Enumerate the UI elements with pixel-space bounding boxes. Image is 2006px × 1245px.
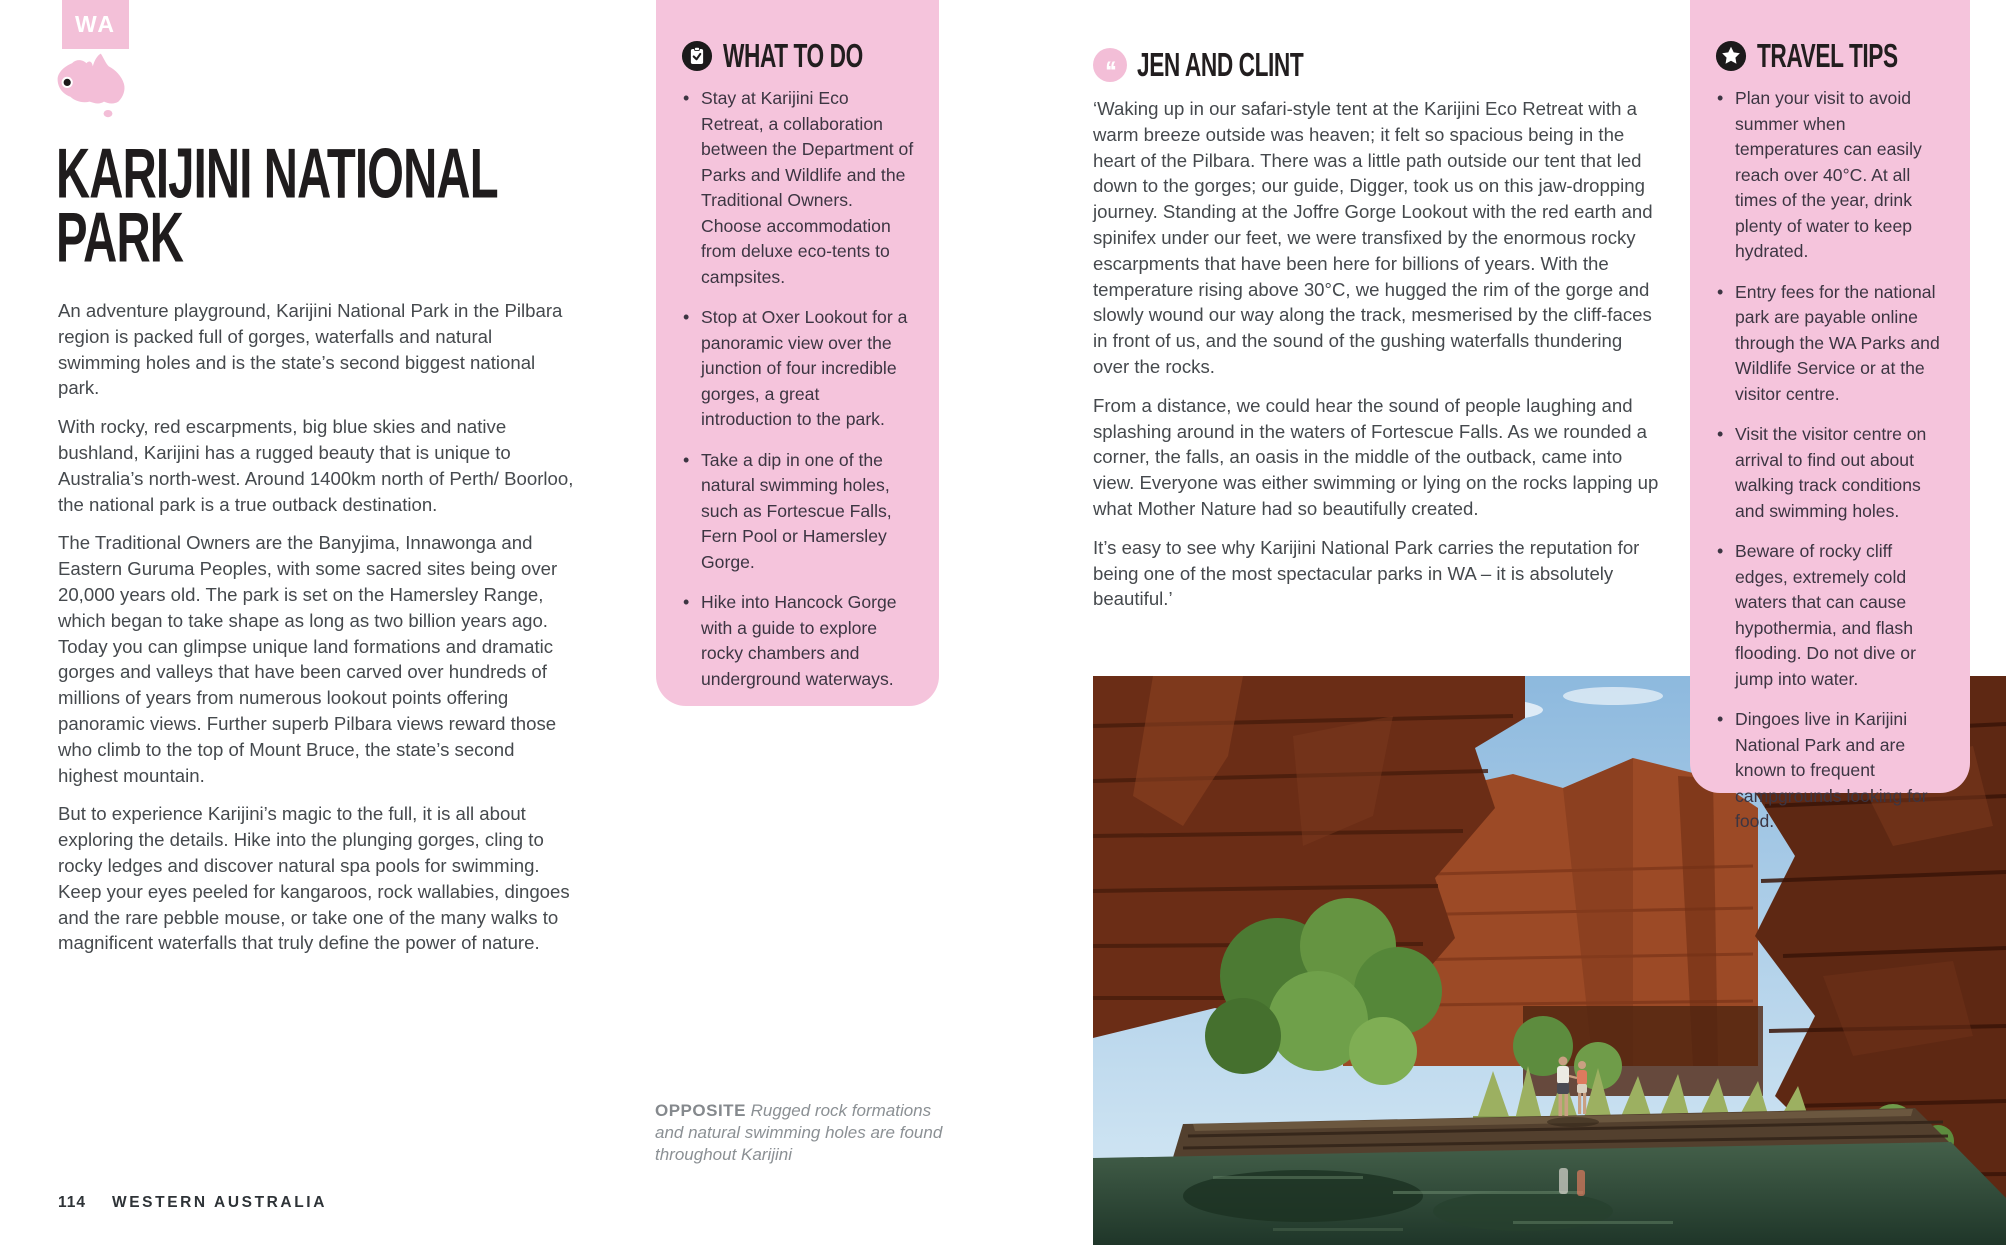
section-label: WESTERN AUSTRALIA xyxy=(112,1194,327,1211)
caption-text: Rugged rock formations and natural swimming holes are found throughout Karijini xyxy=(655,1101,943,1164)
travel-tips-heading: TRAVEL TIPS xyxy=(1757,37,1898,74)
jen-and-clint-header xyxy=(1093,46,1663,86)
quote-icon: ‘‘ xyxy=(1093,48,1127,82)
list-item: • Plan your visit to avoid summer when temperatures can easily reach over 40°C. At all times of the year, drink plenty of water to keep hydrated. xyxy=(1715,86,1945,265)
intro-paragraph: The Traditional Owners are the Banyjima, Innawonga and Eastern Guruma Peoples, with some sacred sites being over 20,000 years old. The park is set on the Hamersley Range, which began to take shape as long as two billion years ago. Today you can glimpse unique land formations and dramatic gorges and valleys that have been carved over hundreds of millions of years from numerous lookout points offering panoramic views. Further superb Pilbara views reward those who climb to the top of Mount Bruce, the state’s second highest mountain. xyxy=(58,532,558,786)
intro-paragraph: But to experience Karijini’s magic to the full, it is all about exploring the details. Hike into the plunging gorges, cling to rocky ledges and discover natural spa pools for swimming. Keep your eyes peeled for kangaroos, rock wallabies, dingoes and the rare pebble mouse, or take one of the many walks to magnificent waterfalls that truly define the power of nature. xyxy=(58,803,570,954)
list-item: • Beware of rocky cliff edges, extremely cold waters that can cause hypothermia, and flash flooding. Do not dive or jump into water. xyxy=(1715,539,1945,692)
star-icon xyxy=(1715,40,1747,72)
what-to-do-panel xyxy=(656,0,939,706)
intro-paragraph: An adventure playground, Karijini National Park in the Pilbara region is packed full of gorges, waterfalls and natural swimming holes and is the state’s second biggest national park. xyxy=(58,300,563,399)
travel-tips-list xyxy=(1715,86,1945,835)
page-title-line1: KARIJINI NATIONAL xyxy=(56,133,498,213)
what-to-do-list xyxy=(681,86,914,692)
list-item: • Stay at Karijini Eco Retreat, a collaboration between the Department of Parks and Wildlife and the Traditional Owners. Choose accommodation from deluxe eco-tents to campsites. xyxy=(681,86,914,290)
list-item: • Entry fees for the national park are payable online through the WA Parks and Wildlife Service or at the visitor centre. xyxy=(1715,280,1945,408)
region-badge: WA xyxy=(62,0,129,49)
what-to-do-heading: WHAT TO DO xyxy=(723,37,863,74)
jen-and-clint-heading: JEN AND CLINT xyxy=(1137,46,1304,83)
quote-paragraph: From a distance, we could hear the sound of people laughing and splashing around in the waters of Fortescue Falls. As we rounded a corner, the falls, an oasis in the middle of the outback, came into view. Everyone was either swimming or lying on the rocks lapping up what Mother Nature had so beautifully created. xyxy=(1093,394,1659,519)
travel-tips-panel xyxy=(1690,0,1970,831)
intro-text xyxy=(58,298,574,969)
australia-map-icon xyxy=(48,52,144,128)
caption-label: OPPOSITE xyxy=(655,1101,746,1120)
list-item: • Hike into Hancock Gorge with a guide to explore rocky chambers and underground waterways. xyxy=(681,590,914,692)
quote-paragraph: ‘Waking up in our safari-style tent at the Karijini Eco Retreat with a warm breeze outside was heaven; it felt so spacious being in the heart of the Pilbara. There was a little path outside our tent that led down to the gorges; our guide, Digger, took us on this jaw-dropping journey. Standing at the Joffre Gorge Lookout with the red earth and spinifex under our feet, we were transfixed by the enormous rocky escarpments that have been here for billions of years. With the temperature rising above 30°C, we hugged the rim of the gorge and slowly wound our way along the track, mesmerised by the cliff-faces in front of us, and the sound of the gushing waterfalls thundering over the rocks. xyxy=(1093,98,1653,377)
clipboard-check-icon xyxy=(681,40,713,72)
australia-map-icon xyxy=(48,52,144,128)
page-title xyxy=(56,132,576,277)
list-item: • Take a dip in one of the natural swimming holes, such as Fortescue Falls, Fern Pool or Hamersley Gorge. xyxy=(681,448,914,576)
what-to-do-header xyxy=(681,37,914,74)
page-number: 114 xyxy=(58,1194,87,1211)
intro-paragraph: With rocky, red escarpments, big blue skies and native bushland, Karijini has a rugged beauty that is unique to Australia’s north-west. Around 1400km north of Perth/ Boorloo, the national park is a true outback destination. xyxy=(58,416,574,515)
page-title-line2: PARK xyxy=(56,197,184,277)
photo-caption xyxy=(655,1100,947,1166)
travel-tips-header xyxy=(1715,37,1945,74)
list-item: • Dingoes live in Karijini National Park and are known to frequent campgrounds looking for food. xyxy=(1715,707,1945,835)
jen-and-clint-section xyxy=(1093,48,1663,625)
quote-paragraph: It’s easy to see why Karijini National Park carries the reputation for being one of the most spectacular parks in WA – it is absolutely beautiful.’ xyxy=(1093,536,1640,610)
page-footer xyxy=(58,1194,327,1212)
list-item: • Visit the visitor centre on arrival to find out about walking track conditions and swimming holes. xyxy=(1715,422,1945,524)
jen-and-clint-text xyxy=(1093,96,1663,612)
list-item: • Stop at Oxer Lookout for a panoramic view over the junction of four incredible gorges, a great introduction to the park. xyxy=(681,305,914,433)
